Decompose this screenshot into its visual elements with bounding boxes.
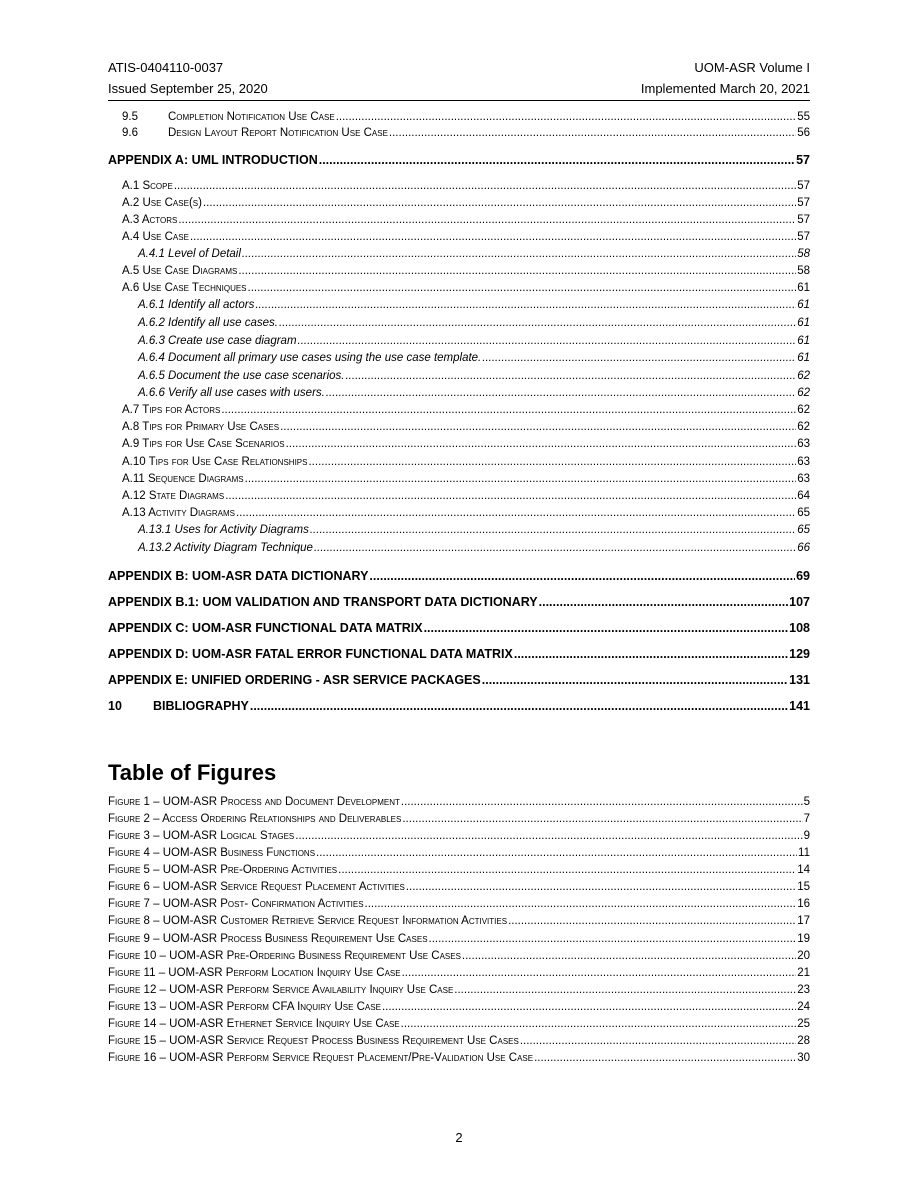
toc-leader xyxy=(238,265,796,277)
figure-entry-title: Figure 14 – UOM-ASR Ethernet Service Inquiry Use Case xyxy=(108,1018,400,1030)
table-of-figures-heading: Table of Figures xyxy=(108,760,277,785)
toc-entry-page: 61 xyxy=(797,299,810,311)
toc-entry-title: A.1 Scope xyxy=(122,180,173,192)
toc-leader xyxy=(326,387,796,399)
toc-entry[interactable] xyxy=(122,473,810,485)
toc-leader xyxy=(345,370,796,382)
toc-leader xyxy=(382,1001,796,1013)
toc-entry-title: A.2 Use Case(s) xyxy=(122,197,202,209)
toc-entry-title: A.11 Sequence Diagrams xyxy=(122,473,244,485)
figure-entry-page: 25 xyxy=(797,1018,810,1030)
toc-entry-title: APPENDIX A: UML INTRODUCTION xyxy=(108,153,318,167)
toc-leader xyxy=(508,915,796,927)
figure-entry[interactable] xyxy=(108,847,810,859)
figure-entry-page: 7 xyxy=(803,813,810,825)
figure-entry-page: 14 xyxy=(797,864,810,876)
toc-entry-title: A.13 Activity Diagrams xyxy=(122,507,235,519)
toc-entry[interactable] xyxy=(122,265,810,277)
figure-entry-title: Figure 10 – UOM-ASR Pre-Ordering Business Requirement Use Cases xyxy=(108,950,461,962)
toc-leader xyxy=(314,542,796,554)
figure-entry-title: Figure 3 – UOM-ASR Logical Stages xyxy=(108,830,295,842)
toc-entry-title: A.13.2 Activity Diagram Technique xyxy=(138,542,313,554)
toc-entry-page: 129 xyxy=(789,647,810,661)
toc-entry-appendix[interactable] xyxy=(108,621,810,635)
toc-leader xyxy=(369,569,795,583)
toc-entry-title: Design Layout Report Notification Use Case xyxy=(168,127,388,139)
toc-entry[interactable] xyxy=(122,456,810,468)
toc-entry-page: 63 xyxy=(797,456,810,468)
doc-id: ATIS-0404110-0037 xyxy=(108,60,224,75)
toc-leader xyxy=(242,248,796,260)
toc-entry[interactable] xyxy=(122,197,810,209)
figure-entry[interactable] xyxy=(108,915,810,927)
toc-entry[interactable] xyxy=(122,231,810,243)
toc-entry-title: A.6.3 Create use case diagram xyxy=(138,335,297,347)
toc-entry-title: APPENDIX C: UOM-ASR FUNCTIONAL DATA MATRIX xyxy=(108,621,423,635)
figure-entry[interactable] xyxy=(108,796,810,808)
toc-entry-page: 57 xyxy=(797,197,810,209)
toc-leader xyxy=(279,317,796,329)
toc-entry-page: 61 xyxy=(797,317,810,329)
figure-entry-title: Figure 16 – UOM-ASR Perform Service Request Placement/Pre-Validation Use Case xyxy=(108,1052,534,1064)
toc-entry[interactable] xyxy=(122,490,810,502)
figure-entry[interactable] xyxy=(108,1001,810,1013)
toc-entry-appendix[interactable] xyxy=(108,647,810,661)
toc-leader xyxy=(365,898,797,910)
figure-entry-page: 9 xyxy=(803,830,810,842)
toc-entry-title: A.6.1 Identify all actors xyxy=(138,299,255,311)
toc-leader xyxy=(295,830,802,842)
toc-leader xyxy=(401,1018,797,1030)
figure-entry[interactable] xyxy=(108,1035,810,1047)
toc-entry-page: 62 xyxy=(797,404,810,416)
figure-entry[interactable] xyxy=(108,830,810,842)
toc-entry-title: A.4 Use Case xyxy=(122,231,189,243)
toc-leader xyxy=(539,595,789,609)
toc-entry-title: A.3 Actors xyxy=(122,214,178,226)
toc-leader xyxy=(316,847,797,859)
toc-entry-title: APPENDIX E: UNIFIED ORDERING - ASR SERVICE PACKAGES xyxy=(108,673,481,687)
toc-entry[interactable] xyxy=(122,438,810,450)
toc-entry[interactable] xyxy=(122,507,810,519)
toc-leader xyxy=(286,438,797,450)
toc-entry-title: A.4.1 Level of Detail xyxy=(138,248,241,260)
toc-leader xyxy=(514,647,788,661)
toc-leader xyxy=(310,524,796,536)
toc-entry-page: 107 xyxy=(789,595,810,609)
toc-entry-title: APPENDIX B.1: UOM VALIDATION AND TRANSPORT DATA DICTIONARY xyxy=(108,595,538,609)
toc-leader xyxy=(429,933,797,945)
toc-entry-page: 57 xyxy=(797,214,810,226)
toc-leader xyxy=(462,950,796,962)
toc-entry-title: A.6 Use Case Techniques xyxy=(122,282,247,294)
toc-entry-page: 63 xyxy=(797,473,810,485)
figure-entry-page: 17 xyxy=(797,915,810,927)
volume-title: UOM-ASR Volume I xyxy=(694,60,810,75)
toc-leader xyxy=(174,180,796,192)
toc-leader xyxy=(248,282,797,294)
figure-entry-title: Figure 1 – UOM-ASR Process and Document Development xyxy=(108,796,400,808)
toc-entry-page: 131 xyxy=(789,673,810,687)
toc-leader xyxy=(482,352,796,364)
toc-entry-title: A.8 Tips for Primary Use Cases xyxy=(122,421,280,433)
figure-entry-page: 5 xyxy=(803,796,810,808)
toc-entry-page: 66 xyxy=(797,542,810,554)
figure-entry-title: Figure 2 – Access Ordering Relationships and Deliverables xyxy=(108,813,402,825)
toc-leader xyxy=(406,881,796,893)
figure-entry-title: Figure 5 – UOM-ASR Pre-Ordering Activities xyxy=(108,864,338,876)
toc-entry-page: 65 xyxy=(797,507,810,519)
toc-entry[interactable] xyxy=(138,352,810,364)
toc-entry-page: 62 xyxy=(797,387,810,399)
toc-entry[interactable] xyxy=(122,127,810,139)
figure-entry[interactable] xyxy=(108,813,810,825)
toc-leader xyxy=(236,507,796,519)
figure-entry-page: 28 xyxy=(797,1035,810,1047)
figure-entry-page: 21 xyxy=(797,967,810,979)
figure-entry[interactable] xyxy=(108,881,810,893)
toc-entry-page: 65 xyxy=(797,524,810,536)
toc-entry-page: 56 xyxy=(797,127,810,139)
toc-entry-title: A.6.5 Document the use case scenarios. xyxy=(138,370,345,382)
toc-entry[interactable] xyxy=(138,370,810,382)
page-number: 2 xyxy=(455,1130,463,1145)
figure-entry-page: 15 xyxy=(797,881,810,893)
toc-entry-page: 61 xyxy=(797,282,810,294)
toc-entry-page: 63 xyxy=(797,438,810,450)
toc-entry[interactable] xyxy=(138,524,810,536)
toc-entry-page: 64 xyxy=(797,490,810,502)
figure-entry-title: Figure 8 – UOM-ASR Customer Retrieve Service Request Information Activities xyxy=(108,915,508,927)
figure-entry[interactable] xyxy=(108,950,810,962)
toc-entry-number: 9.6 xyxy=(122,127,138,139)
issued-date: Issued September 25, 2020 xyxy=(108,81,268,96)
toc-leader xyxy=(221,404,796,416)
figure-entry[interactable] xyxy=(108,984,810,996)
toc-entry-title: A.6.2 Identify all use cases. xyxy=(138,317,278,329)
toc-entry-appendix[interactable] xyxy=(108,673,810,687)
figure-entry-title: Figure 9 – UOM-ASR Process Business Requirement Use Cases xyxy=(108,933,428,945)
toc-leader xyxy=(319,153,795,167)
figure-entry[interactable] xyxy=(108,967,810,979)
toc-entry[interactable] xyxy=(122,111,810,123)
figure-entry-page: 11 xyxy=(798,847,810,859)
toc-entry[interactable] xyxy=(138,387,810,399)
figure-entry-page: 30 xyxy=(797,1052,810,1064)
toc-leader xyxy=(308,456,796,468)
figure-entry-page: 20 xyxy=(797,950,810,962)
toc-entry-title: A.6.4 Document all primary use cases using the use case template. xyxy=(138,352,482,364)
toc-entry-number: 10 xyxy=(108,699,122,713)
figure-entry-page: 24 xyxy=(797,1001,810,1013)
figure-entry-title: Figure 7 – UOM-ASR Post- Confirmation Activities xyxy=(108,898,364,910)
toc-entry-number: 9.5 xyxy=(122,111,138,123)
implemented-date: Implemented March 20, 2021 xyxy=(640,81,810,96)
toc-leader xyxy=(454,984,796,996)
figure-entry-page: 23 xyxy=(797,984,810,996)
toc-entry[interactable] xyxy=(122,180,810,192)
toc-entry[interactable] xyxy=(138,248,810,260)
toc-entry-title: APPENDIX D: UOM-ASR FATAL ERROR FUNCTIONAL DATA MATRIX xyxy=(108,647,513,661)
toc-leader xyxy=(520,1035,796,1047)
toc-entry-page: 61 xyxy=(797,335,810,347)
toc-entry-page: 62 xyxy=(797,421,810,433)
figure-entry[interactable] xyxy=(108,1052,810,1064)
toc-leader xyxy=(402,813,802,825)
toc-entry-title: Completion Notification Use Case xyxy=(168,111,335,123)
figure-entry-title: Figure 13 – UOM-ASR Perform CFA Inquiry Use Case xyxy=(108,1001,381,1013)
toc-entry-appendix[interactable] xyxy=(108,569,810,583)
toc-entry-page: 108 xyxy=(789,621,810,635)
figure-entry-page: 16 xyxy=(797,898,810,910)
toc-entry-title: A.6.6 Verify all use cases with users. xyxy=(138,387,325,399)
figure-entry-title: Figure 4 – UOM-ASR Business Functions xyxy=(108,847,316,859)
toc-entry-page: 69 xyxy=(796,569,810,583)
figure-entry-title: Figure 12 – UOM-ASR Perform Service Availability Inquiry Use Case xyxy=(108,984,454,996)
toc-entry-appendix[interactable] xyxy=(108,699,810,713)
toc-entry-appendix[interactable] xyxy=(108,595,810,609)
toc-entry[interactable] xyxy=(138,335,810,347)
toc-entry[interactable] xyxy=(122,421,810,433)
toc-entry-title: A.9 Tips for Use Case Scenarios xyxy=(122,438,285,450)
header-rule xyxy=(108,100,810,101)
toc-entry[interactable] xyxy=(122,282,810,294)
toc-entry[interactable] xyxy=(138,317,810,329)
toc-entry-page: 61 xyxy=(797,352,810,364)
toc-leader xyxy=(534,1052,796,1064)
toc-entry-title: A.7 Tips for Actors xyxy=(122,404,221,416)
toc-leader xyxy=(336,111,797,123)
figure-entry-title: Figure 6 – UOM-ASR Service Request Placement Activities xyxy=(108,881,405,893)
toc-entry-page: 141 xyxy=(789,699,810,713)
toc-entry-page: 55 xyxy=(797,111,810,123)
toc-leader xyxy=(225,490,796,502)
toc-leader xyxy=(389,127,796,139)
figure-entry[interactable] xyxy=(108,864,810,876)
figure-entry[interactable] xyxy=(108,933,810,945)
toc-leader xyxy=(190,231,796,243)
toc-entry-title: A.10 Tips for Use Case Relationships xyxy=(122,456,308,468)
toc-leader xyxy=(245,473,797,485)
figure-entry-title: Figure 11 – UOM-ASR Perform Location Inquiry Use Case xyxy=(108,967,401,979)
toc-leader xyxy=(178,214,796,226)
figure-entry[interactable] xyxy=(108,1018,810,1030)
toc-entry-page: 58 xyxy=(797,248,810,260)
toc-entry-title: A.13.1 Uses for Activity Diagrams xyxy=(138,524,309,536)
toc-entry-title: BIBLIOGRAPHY xyxy=(153,699,249,713)
figure-entry[interactable] xyxy=(108,898,810,910)
toc-leader xyxy=(338,864,796,876)
toc-entry[interactable] xyxy=(122,404,810,416)
toc-entry-appendix[interactable] xyxy=(108,153,810,167)
toc-entry-title: A.12 State Diagrams xyxy=(122,490,225,502)
toc-leader xyxy=(402,967,797,979)
toc-leader xyxy=(255,299,796,311)
toc-leader xyxy=(280,421,796,433)
toc-leader xyxy=(203,197,796,209)
toc-leader xyxy=(250,699,788,713)
toc-entry-page: 57 xyxy=(797,180,810,192)
toc-entry-page: 57 xyxy=(796,153,810,167)
toc-entry[interactable] xyxy=(122,214,810,226)
toc-leader xyxy=(401,796,803,808)
toc-entry-title: A.5 Use Case Diagrams xyxy=(122,265,238,277)
toc-leader xyxy=(298,335,797,347)
toc-entry-page: 58 xyxy=(797,265,810,277)
toc-entry[interactable] xyxy=(138,542,810,554)
toc-leader xyxy=(482,673,788,687)
figure-entry-title: Figure 15 – UOM-ASR Service Request Process Business Requirement Use Cases xyxy=(108,1035,519,1047)
toc-entry-page: 62 xyxy=(797,370,810,382)
toc-entry[interactable] xyxy=(138,299,810,311)
toc-leader xyxy=(424,621,789,635)
toc-entry-page: 57 xyxy=(797,231,810,243)
toc-entry-title: APPENDIX B: UOM-ASR DATA DICTIONARY xyxy=(108,569,369,583)
figure-entry-page: 19 xyxy=(797,933,810,945)
